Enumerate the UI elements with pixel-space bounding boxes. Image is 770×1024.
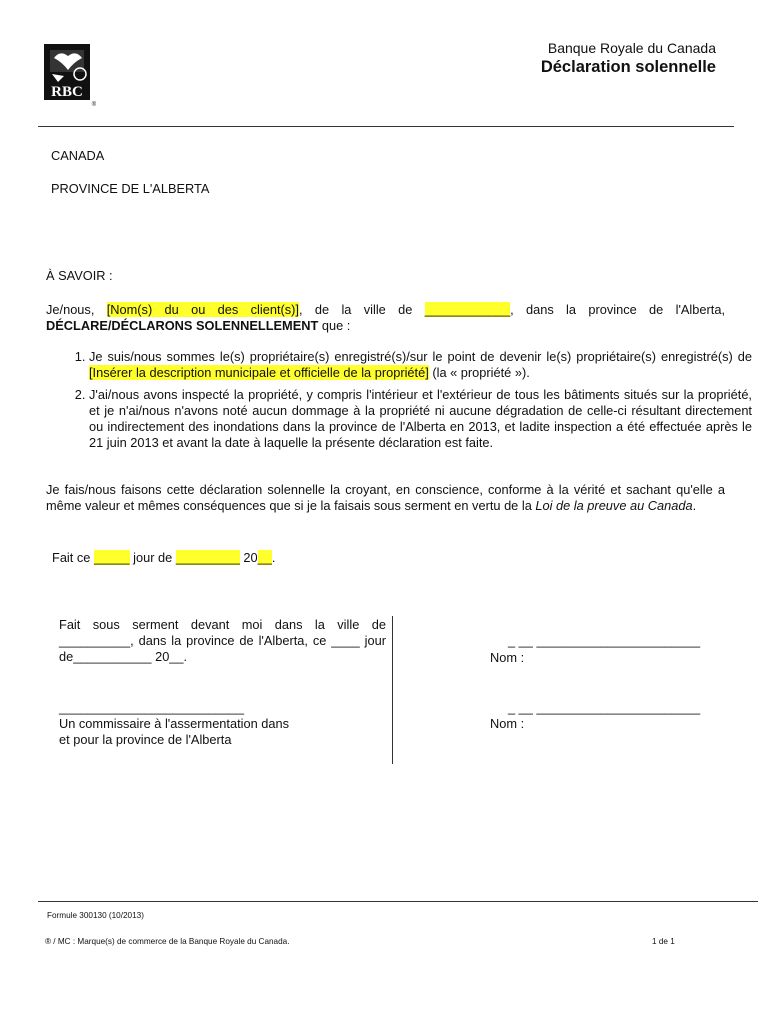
header-divider: [38, 126, 734, 127]
name-label-1: Nom :: [490, 650, 525, 665]
property-description-field[interactable]: [Insérer la description municipale et officielle de la propriété]: [89, 365, 429, 380]
month-field[interactable]: _________: [175, 550, 240, 565]
declaration-intro: Je/nous, [Nom(s) du ou des client(s)], de la ville de ____________, dans la province de l'Alberta, DÉCLARE/DÉCLARONS SOLENNELLEMENT que :: [46, 302, 726, 333]
oath-text: Fait sous serment devant moi dans la ville de __________, dans la province de l'Alberta, ce ____ jour de___________ 20__.: [59, 617, 386, 664]
signature-line-2[interactable]: _ __ _______________________: [508, 700, 701, 715]
commissioner-signature-line[interactable]: __________________________: [59, 700, 245, 715]
page-number: 1 de 1: [652, 937, 675, 946]
form-number: Formule 300130 (10/2013): [47, 911, 144, 920]
client-name-field[interactable]: [Nom(s) du ou des client(s)]: [106, 302, 299, 317]
list-item-2: 2. J'ai/nous avons inspecté la propriété, y compris l'intérieur et l'extérieur de tous les bâtiments situés sur la propriété, et je n'ai/nous n'avons noté aucun dommage à la propriété ni aucune dégradation de celle-ci résultant directement ou indirectement des inondations dans la province de l'Alberta en 2013, et ladite inspection a été effectuée après le 21 juin 2013 et avant la date à laquelle la présente déclaration est faite.: [89, 387, 752, 451]
country-label: CANADA: [51, 148, 105, 163]
province-label: PROVINCE DE L'ALBERTA: [51, 181, 210, 196]
fait-ce-line: Fait ce _____ jour de _________ 20__.: [52, 550, 276, 565]
bank-name: Banque Royale du Canada: [547, 40, 716, 56]
city-field[interactable]: ____________: [424, 302, 511, 317]
document-title: Déclaration solennelle: [540, 58, 716, 76]
day-field[interactable]: _____: [93, 550, 130, 565]
act-name: Loi de la preuve au Canada: [535, 498, 693, 513]
commissioner-label-1: Un commissaire à l'assermentation dans: [59, 716, 290, 731]
declare-bold: DÉCLARE/DÉCLARONS SOLENNELLEMENT: [46, 318, 319, 333]
registered-mark: ®: [91, 102, 96, 108]
name-label-2: Nom :: [490, 716, 525, 731]
footer-divider: [38, 901, 758, 902]
declaration-items: [62, 349, 752, 457]
signature-divider: [392, 616, 393, 764]
year-field[interactable]: __: [257, 550, 272, 565]
rbc-logo: [44, 44, 96, 108]
trademark-notice: ® / MC : Marque(s) de commerce de la Banque Royale du Canada.: [45, 937, 290, 946]
conscience-paragraph: Je fais/nous faisons cette déclaration solennelle la croyant, en conscience, conforme à la vérité et sachant qu'elle a même valeur et mêmes conséquences que si je la faisais sous serment en vertu de la Loi de la preuve au Canada.: [46, 482, 725, 513]
a-savoir-heading: À SAVOIR :: [46, 268, 113, 283]
list-item-1: 1. Je suis/nous sommes le(s) propriétaire(s) enregistré(s)/sur le point de devenir le(s) propriétaire(s) enregistré(s) de [Insérer la description municipale et officielle de la propriété] (la « propriété »).: [89, 349, 752, 381]
logo-text: RBC: [51, 84, 83, 100]
commissioner-label-2: et pour la province de l'Alberta: [59, 732, 232, 747]
signature-line-1[interactable]: _ __ _______________________: [508, 633, 701, 648]
